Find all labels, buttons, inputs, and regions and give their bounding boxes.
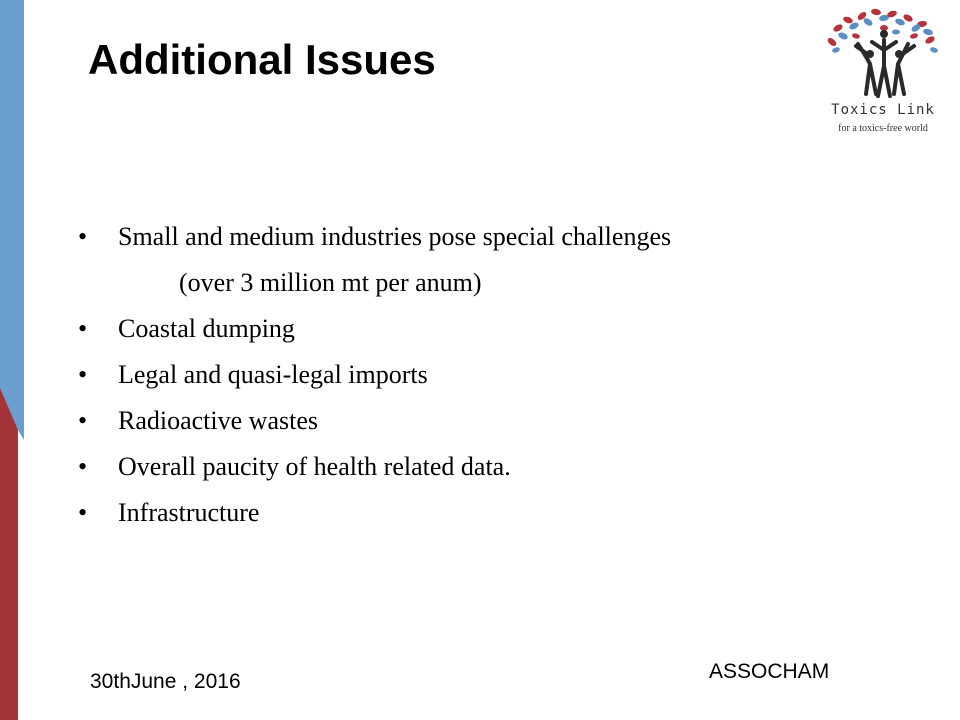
bullet-text: Overall paucity of health related data. [118, 452, 511, 481]
bullet-marker: • [78, 360, 88, 389]
bullet-item [78, 352, 671, 398]
bullet-subtext [78, 260, 671, 306]
bullet-item [78, 490, 671, 536]
bullet-text: Legal and quasi-legal imports [118, 360, 428, 389]
bullet-marker: • [78, 314, 88, 343]
bullet-list [78, 214, 671, 536]
logo-people [856, 40, 914, 96]
bullet-text: Small and medium industries pose special challenges [118, 222, 672, 251]
bullet-item [78, 398, 671, 444]
bullet-item [78, 306, 671, 352]
toxics-link-logo [818, 6, 948, 140]
bullet-marker: • [78, 452, 88, 481]
side-stripe-white [18, 430, 24, 720]
side-stripe-red [0, 388, 18, 720]
footer-date: 30thJune , 2016 [90, 670, 241, 693]
bullet-text: Infrastructure [118, 498, 260, 527]
bullet-text: (over 3 million mt per anum) [179, 268, 482, 297]
bullet-text: Coastal dumping [118, 314, 295, 343]
side-stripe [0, 0, 24, 720]
bullet-text: Radioactive wastes [118, 406, 318, 435]
tree-people-logo-icon [818, 6, 948, 102]
slide-title: Additional Issues [88, 36, 436, 83]
bullet-item [78, 444, 671, 490]
bullet-marker: • [78, 406, 88, 435]
logo-name: Toxics Link [831, 102, 935, 118]
bullet-item [78, 214, 671, 260]
footer-organization: ASSOCHAM [709, 660, 830, 683]
bullet-marker: • [78, 222, 88, 251]
logo-tagline: for a toxics-free world [838, 123, 928, 134]
bullet-marker: • [78, 498, 88, 527]
